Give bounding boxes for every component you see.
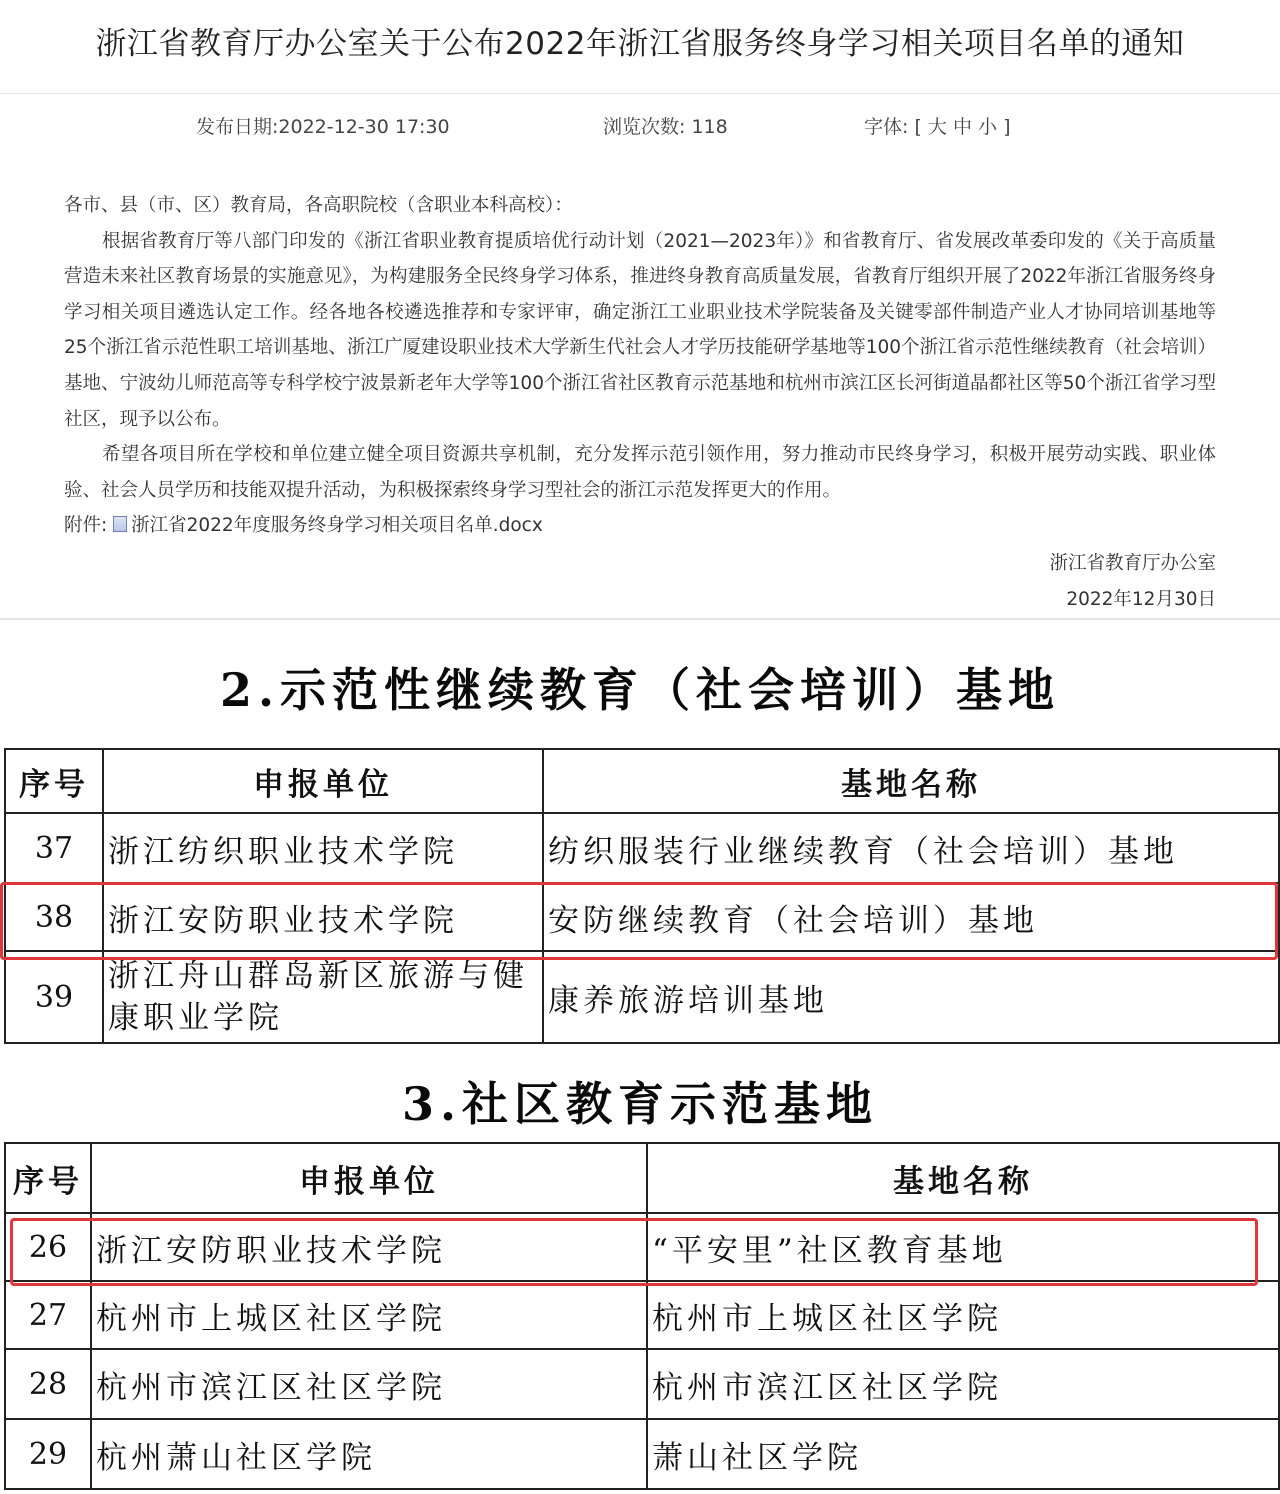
font-size-control — [864, 112, 1011, 139]
salutation: 各市、县（市、区）教育局，各高职院校（含职业本科高校）： — [64, 195, 573, 216]
font-size-large-link[interactable]: 大 — [927, 116, 947, 138]
row-no: 26 — [5, 1213, 91, 1281]
font-size-label: 字体: — [864, 116, 909, 138]
row-base: 杭州市滨江区社区学院 — [647, 1349, 1279, 1419]
row-base: 杭州市上城区社区学院 — [647, 1281, 1279, 1349]
document-icon — [113, 516, 127, 532]
attachment-link[interactable]: 浙江省2022年度服务终身学习相关项目名单.docx — [131, 515, 543, 537]
table-row — [5, 813, 1279, 883]
scanned-table-section-3 — [0, 1050, 1280, 1494]
header-base: 基地名称 — [543, 749, 1279, 813]
row-unit: 浙江安防职业技术学院 — [103, 883, 543, 951]
row-no: 27 — [5, 1281, 91, 1349]
title-divider — [0, 93, 1280, 94]
row-unit: 杭州市滨江区社区学院 — [91, 1349, 647, 1419]
header-base: 基地名称 — [647, 1143, 1279, 1213]
highlight-box — [0, 882, 1278, 960]
article-body — [64, 188, 1216, 544]
scanned-table-section-2 — [0, 618, 1280, 1052]
table-header-row — [5, 749, 1279, 813]
table-row — [5, 951, 1279, 1043]
row-no: 38 — [5, 883, 103, 951]
signature-date: 2022年12月30日 — [1066, 589, 1216, 610]
section-2-title: 2.示范性继续教育（社会培训）基地 — [219, 663, 1061, 717]
paragraph-1: 根据省教育厅等八部门印发的《浙江省职业教育提质培优行动计划（2021—2023年）》和省教育厅、省发展改革委印发的《关于高质量营造未来社区教育场景的实施意见》，为构建服务全民终身学习体系，推进终身教育高质量发展，省教育厅组织开展了2022年浙江省服务终身学习相关项目遴选认定工作。经各地各校遴选推荐和专家评审，确定浙江工业职业技术学院装备及关键零部件制造产业人才协同培训基地等25个浙江省示范性职工培训基地、浙江广厦建设职业技术大学新生代社会人才学历技能研学基地等100个浙江省示范性继续教育（社会培训）基地、宁波幼儿师范高等专科学校宁波景新老年大学等100个浙江省社区教育示范基地和杭州市滨江区长河街道晶都社区等50个浙江省学习型社区，现予以公布。 — [64, 230, 1216, 430]
row-no: 37 — [5, 813, 103, 883]
row-base: 纺织服装行业继续教育（社会培训）基地 — [543, 813, 1279, 883]
table-row — [5, 1281, 1279, 1349]
header-unit: 申报单位 — [103, 749, 543, 813]
section-3-table — [4, 1142, 1280, 1490]
row-unit: 杭州萧山社区学院 — [91, 1419, 647, 1489]
row-no: 29 — [5, 1419, 91, 1489]
font-bracket-open: [ — [914, 116, 922, 138]
view-count: 浏览次数: 118 — [603, 116, 728, 138]
font-size-small-link[interactable]: 小 — [978, 116, 998, 138]
attachment-label: 附件: — [64, 515, 108, 537]
row-base: 安防继续教育（社会培训）基地 — [543, 883, 1279, 951]
attachment-line — [64, 508, 1216, 544]
font-bracket-close: ] — [1003, 116, 1011, 138]
row-no: 39 — [5, 951, 103, 1043]
font-size-medium-link[interactable]: 中 — [952, 116, 972, 138]
header-no: 序号 — [5, 1143, 91, 1213]
row-unit: 浙江舟山群岛新区旅游与健康职业学院 — [103, 951, 543, 1043]
row-base: 康养旅游培训基地 — [543, 951, 1279, 1043]
header-unit: 申报单位 — [91, 1143, 647, 1213]
table-row — [5, 1349, 1279, 1419]
row-unit: 浙江安防职业技术学院 — [91, 1213, 647, 1281]
table-row — [5, 1419, 1279, 1489]
row-base: “平安里”社区教育基地 — [647, 1213, 1279, 1281]
paragraph-2: 希望各项目所在学校和单位建立健全项目资源共享机制，充分发挥示范引领作用，努力推动市民终身学习，积极开展劳动实践、职业体验、社会人员学历和技能双提升活动，为积极探索终身学习型社会的浙江示范发挥更大的作用。 — [64, 444, 1216, 501]
row-no: 28 — [5, 1349, 91, 1419]
row-unit: 浙江纺织职业技术学院 — [103, 813, 543, 883]
highlight-box — [10, 1218, 1258, 1286]
article-title: 浙江省教育厅办公室关于公布2022年浙江省服务终身学习相关项目名单的通知 — [95, 26, 1185, 62]
publish-date: 发布日期:2022-12-30 17:30 — [196, 116, 450, 138]
table-header-row — [5, 1143, 1279, 1213]
section-3-title: 3.社区教育示范基地 — [401, 1077, 879, 1131]
row-base: 萧山社区学院 — [647, 1419, 1279, 1489]
signature-org: 浙江省教育厅办公室 — [1049, 553, 1216, 574]
row-unit: 杭州市上城区社区学院 — [91, 1281, 647, 1349]
header-no: 序号 — [5, 749, 103, 813]
